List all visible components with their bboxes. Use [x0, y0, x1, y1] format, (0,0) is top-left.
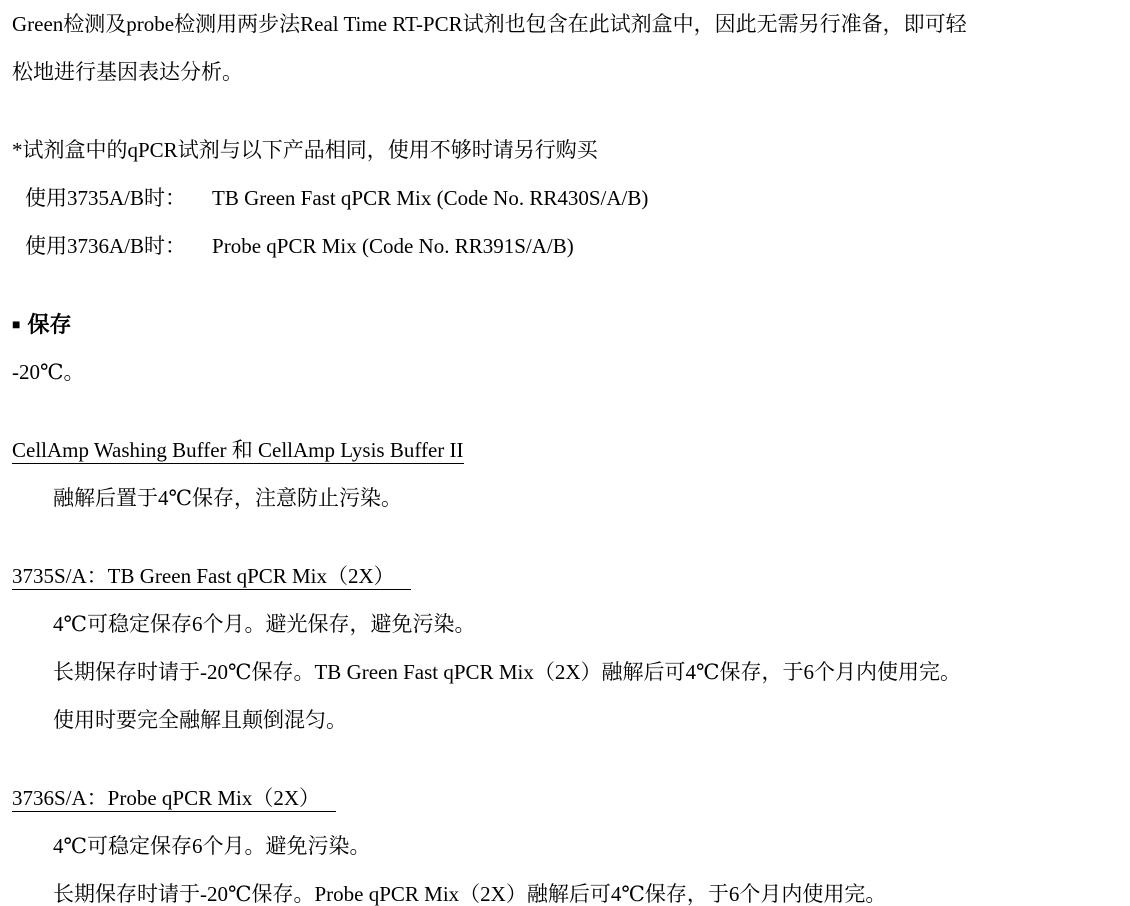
note-item-3735	[0, 174, 1130, 222]
section-bullet-icon: ■	[12, 316, 21, 332]
note-item-3735-product: TB Green Fast qPCR Mix (Code No. RR430S/A/B)	[212, 186, 649, 210]
cellamp-title: CellAmp Washing Buffer 和 CellAmp Lysis Buffer II	[12, 438, 464, 462]
storage-section-heading	[0, 300, 1130, 348]
storage-temp: -20℃。	[12, 360, 85, 384]
intro-line-1: Green检测及probe检测用两步法Real Time RT-PCR试剂也包含在此试剂盒中，因此无需另行准备，即可轻	[12, 12, 967, 36]
paragraph-spacer	[0, 744, 1130, 774]
mix3735-title-line	[0, 552, 1130, 600]
paragraph-spacer	[0, 522, 1130, 552]
note-item-3736-label: 使用3736A/B时：	[25, 234, 187, 258]
mix3735-storage-line-2: 长期保存时请于-20℃保存。TB Green Fast qPCR Mix（2X）融解后可4℃保存，于6个月内使用完。	[53, 660, 961, 684]
storage-heading-text: 保存	[27, 312, 72, 337]
mix3735-storage-line-3: 使用时要完全融解且颠倒混匀。	[53, 708, 347, 732]
mix3736-storage-line-2: 长期保存时请于-20℃保存。Probe qPCR Mix（2X）融解后可4℃保存，于6个月内使用完。	[53, 882, 887, 906]
note-item-3736-product: Probe qPCR Mix (Code No. RR391S/A/B)	[212, 234, 574, 258]
mix3736-title-line	[0, 774, 1130, 822]
paragraph-spacer	[0, 96, 1130, 126]
mix3735-storage-line-1: 4℃可稳定保存6个月。避光保存，避免污染。	[53, 612, 476, 636]
paragraph-spacer	[0, 270, 1130, 300]
cellamp-title-line	[0, 426, 1130, 474]
mix3735-title: 3735S/A：TB Green Fast qPCR Mix（2X）	[12, 564, 411, 590]
note-item-3736	[0, 222, 1130, 270]
cellamp-storage-line: 融解后置于4℃保存，注意防止污染。	[53, 486, 402, 510]
note-item-3735-label: 使用3735A/B时：	[25, 186, 187, 210]
mix3736-storage-line-1: 4℃可稳定保存6个月。避免污染。	[53, 834, 371, 858]
paragraph-spacer	[0, 396, 1130, 426]
intro-line-2: 松地进行基因表达分析。	[12, 60, 243, 84]
note-heading: *试剂盒中的qPCR试剂与以下产品相同，使用不够时请另行购买	[12, 138, 598, 162]
mix3736-title: 3736S/A：Probe qPCR Mix（2X）	[12, 786, 336, 812]
